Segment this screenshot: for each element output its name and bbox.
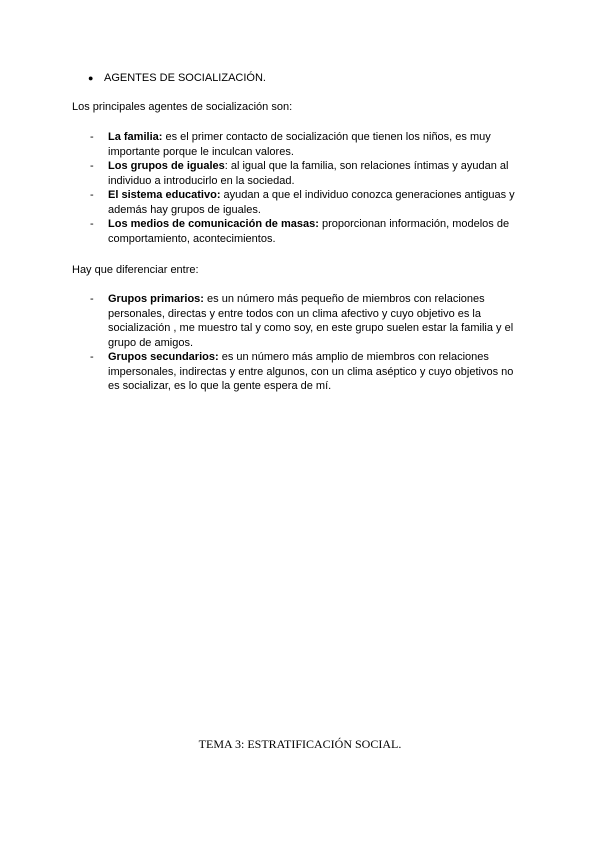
list-item-text: : al igual que la familia, son relaciones íntimas y ayudan al individuo a introducirlo en la sociedad. [108, 160, 509, 187]
list-item [88, 130, 520, 159]
list-item [88, 292, 520, 350]
dash-marker: - [90, 189, 94, 201]
diferenciar-paragraph: Hay que diferenciar entre: [72, 264, 199, 276]
list-item [88, 217, 520, 246]
list-item-text: ayudan a que el individuo conozca generaciones antiguas y además hay grupos de iguales. [108, 189, 515, 216]
dash-marker: - [90, 351, 94, 363]
list-item-text: proporcionan información, modelos de comportamiento, acontecimientos. [108, 218, 510, 245]
list-item-text: es un número más amplio de miembros con relaciones impersonales, indirectas y entre algunos, con un clima aséptico y cuyo objetivos no es socializar, es lo que la gente espera de mí. [108, 351, 514, 392]
groups-list [88, 292, 520, 394]
dash-marker: - [90, 131, 94, 143]
list-item-term: Grupos primarios: [108, 293, 204, 305]
intro-paragraph: Los principales agentes de socialización son: [72, 101, 293, 113]
list-item-term: Grupos secundarios: [108, 351, 219, 363]
list-item-term: La familia: [108, 131, 163, 143]
list-item-text: es un número más pequeño de miembros con relaciones personales, directas y entre todos con un clima afectivo y cuyo objetivo es la socialización , me muestro tal y como soy, en este grupo suelen estar la familia y el grupo de amigos. [108, 293, 514, 349]
list-item-term: El sistema educativo: [108, 189, 221, 201]
list-item-text: es el primer contacto de socialización que tienen los niños, es muy importante porque le inculcan valores. [108, 131, 491, 158]
agents-list [88, 130, 520, 246]
next-topic-title: TEMA 3: ESTRATIFICACIÓN SOCIAL. [198, 737, 402, 751]
dash-marker: - [90, 218, 94, 230]
list-item [88, 188, 520, 217]
dash-marker: - [90, 293, 94, 305]
list-item-term: Los grupos de iguales [108, 160, 225, 172]
bullet-icon: ● [88, 73, 94, 83]
section-heading [88, 72, 266, 84]
list-item [88, 159, 520, 188]
list-item [88, 350, 520, 394]
list-item-term: Los medios de comunicación de masas: [108, 218, 319, 230]
section-heading-text: AGENTES DE SOCIALIZACIÓN. [104, 72, 266, 84]
dash-marker: - [90, 160, 94, 172]
